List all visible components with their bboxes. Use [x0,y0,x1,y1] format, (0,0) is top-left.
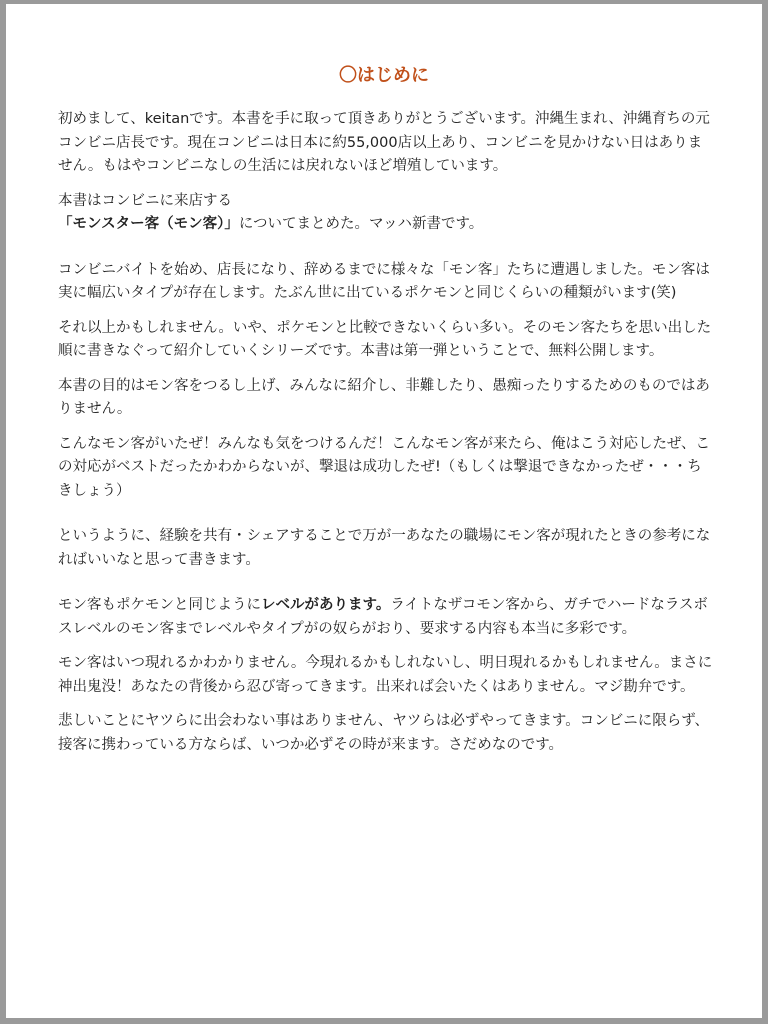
page-title: 〇はじめに [339,65,429,86]
monster-customer-term: 「モンスター客（モン客）」 [58,216,239,232]
document-body [58,108,714,768]
paragraph-intro: 初めまして、keitanです。本書を手に取って頂きありがとうございます。沖縄生まれ、沖縄育ちの元コンビニ店長です。現在コンビニは日本に約55,000店以上あり、コンビニを見かけない日はありません。もはやコンビニなしの生活には戻れないほど増殖しています。 [58,111,710,174]
paragraph-levels-rest: ライトなザコモン客から、ガチでハードなラスボスレベルのモン客までレベルやタイプがの奴らがおり、要求する内容も本当に多彩です。 [58,597,708,637]
paragraph-levels-start: モン客もポケモンと同じように [58,597,261,613]
paragraph-purpose: 本書の目的はモン客をつるし上げ、みんなに紹介し、非難したり、愚痴ったりするためのものではありません。 [58,377,710,417]
paragraph-encounters: コンビニバイトを始め、店長になり、辞めるまでに様々な「モン客」たちに遭遇しました。モン客は実に幅広いタイプが存在します。たぶん世に出ているポケモンと同じくらいの種類がいます(笑) [58,261,710,301]
paragraph-examples: こんなモン客がいたぜ！みんなも気をつけるんだ！こんなモン客が来たら、俺はこう対応したぜ、この対応がベストだったかわからないが、撃退は成功したぜ!（もしくは撃退できなかったぜ・・・ちきしょう） [58,435,711,499]
paragraph-series: それ以上かもしれません。いや、ポケモンと比較できないくらい多い。そのモン客たちを思い出した順に書きなぐって紹介していくシリーズです。本書は第一弾ということで、無料公開します。 [58,319,712,359]
paragraph-levels [58,594,714,641]
paragraph-sharing: というように、経験を共有・シェアすることで万が一あなたの職場にモン客が現れたときの参考になればいいなと思って書きます。 [58,528,711,568]
paragraph-book-topic [58,190,714,237]
paragraph-fate: 悲しいことにヤツらに出会わない事はありません、ヤツらは必ずやってきます。コンビニに限らず、接客に携わっている方ならば、いつか必ずその時が来ます。さだめなのです。 [58,713,710,753]
paragraph-appearance: モン客はいつ現れるかわかりません。今現れるかもしれないし、明日現れるかもしれません。まさに神出鬼没！あなたの背後から忍び寄ってきます。出来れば会いたくはありません。マジ勘弁です。 [58,655,713,695]
document-page [6,4,762,1018]
paragraph-book-topic-line1: 本書はコンビニに来店する [58,192,232,209]
levels-emphasis: レベルがあります。 [261,597,391,613]
paragraph-book-topic-rest: についてまとめた。マッハ新書です。 [238,216,484,232]
